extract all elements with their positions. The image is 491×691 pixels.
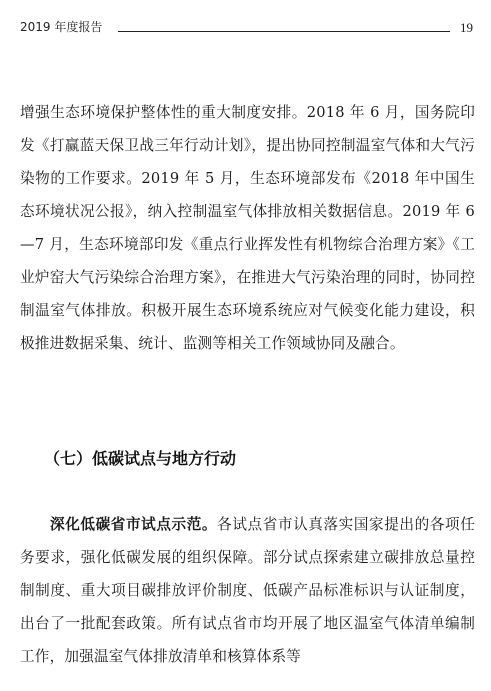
header-rule — [118, 31, 450, 32]
page-number: 19 — [460, 20, 473, 35]
body-paragraph-2 — [20, 508, 475, 673]
section-heading: （七）低碳试点与地方行动 — [44, 449, 237, 468]
page-header — [20, 16, 475, 38]
paragraph-lead: 深化低碳省市试点示范。 — [50, 516, 218, 533]
body-paragraph: 增强生态环境保护整体性的重大制度安排。2018 年 6 月，国务院印发《打赢蓝天保卫战三年行动计划》，提出协同控制温室气体和大气污染物的工作要求。2019 年 5 月，生态环境部发布《2018 年中国生态环境状况公报》，纳入控制温室气体排放相关数据信息。2019 年 6—7 月，生态环境部印发《重点行业挥发性有机物综合治理方案》《工业炉窑大气污染综合治理方案》，在推进大气污染治理的同时，协同控制温室气体排放。积极开展生态环境系统应对气候变化能力建设，积极推进数据采集、统计、监测等相关工作领域协同及融合。 — [20, 104, 475, 352]
paragraph-body: 各试点省市认真落实国家提出的各项任务要求，强化低碳发展的组织保障。部分试点探索建立碳排放总量控制制度、重大项目碳排放评价制度、低碳产品标准标识与认证制度，出台了一批配套政策。所有试点省市均开展了地区温室气体清单编制工作，加强温室气体排放清单和核算体系等 — [20, 516, 476, 665]
report-title: 2019 年度报告 — [20, 20, 103, 34]
